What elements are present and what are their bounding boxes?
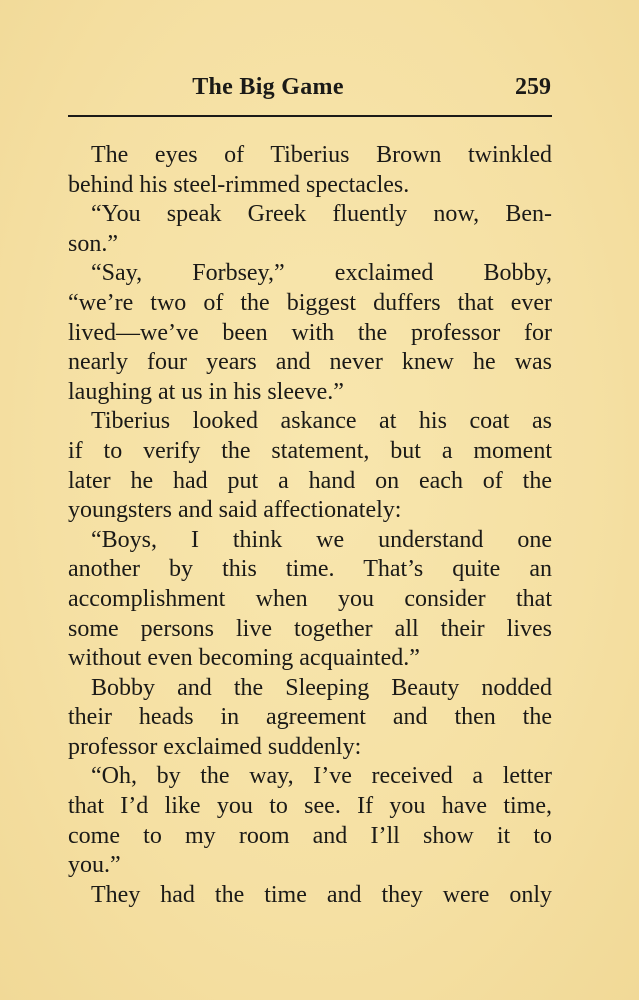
text-line: youngsters and said affectionately: (68, 497, 402, 524)
header-rule (68, 115, 552, 117)
text-line: behind his steel-rimmed spectacles. (68, 171, 410, 198)
page-number: 259 (515, 74, 551, 100)
text-line: come to my room and I’ll show it to (68, 822, 552, 849)
text-line: Tiberius looked askance at his coat as (91, 408, 552, 435)
text-line: lived—we’ve been with the professor for (68, 319, 552, 346)
text-line: “Boys, I think we understand one (91, 526, 552, 553)
text-line: another by this time. That’s quite an (68, 556, 552, 583)
text-line: “we’re two of the biggest duffers that ever (68, 289, 552, 316)
running-head (68, 74, 551, 108)
text-line: “Oh, by the way, I’ve received a letter (91, 763, 552, 790)
text-line: son.” (68, 230, 118, 257)
text-line: that I’d like you to see. If you have time, (68, 793, 552, 820)
text-line: The eyes of Tiberius Brown twinkled (91, 142, 552, 168)
text-line: if to verify the statement, but a moment (68, 437, 552, 464)
text-line: “You speak Greek fluently now, Ben- (91, 201, 552, 228)
text-line: professor exclaimed suddenly: (68, 733, 362, 760)
text-line: their heads in agreement and then the (68, 704, 552, 731)
text-line: later he had put a hand on each of the (68, 467, 552, 494)
text-line: Bobby and the Sleeping Beauty nodded (91, 674, 552, 701)
text-line: you.” (68, 852, 121, 879)
text-line: nearly four years and never knew he was (68, 349, 552, 376)
running-title: The Big Game (192, 74, 344, 100)
text-line: without even becoming acquainted.” (68, 645, 420, 672)
text-line: laughing at us in his sleeve.” (68, 378, 344, 405)
text-line: They had the time and they were only (91, 881, 552, 908)
text-line: accomplishment when you consider that (68, 585, 552, 612)
body-text (68, 141, 552, 910)
text-line: some persons live together all their lives (68, 615, 552, 642)
text-line: “Say, Forbsey,” exclaimed Bobby, (91, 260, 552, 287)
